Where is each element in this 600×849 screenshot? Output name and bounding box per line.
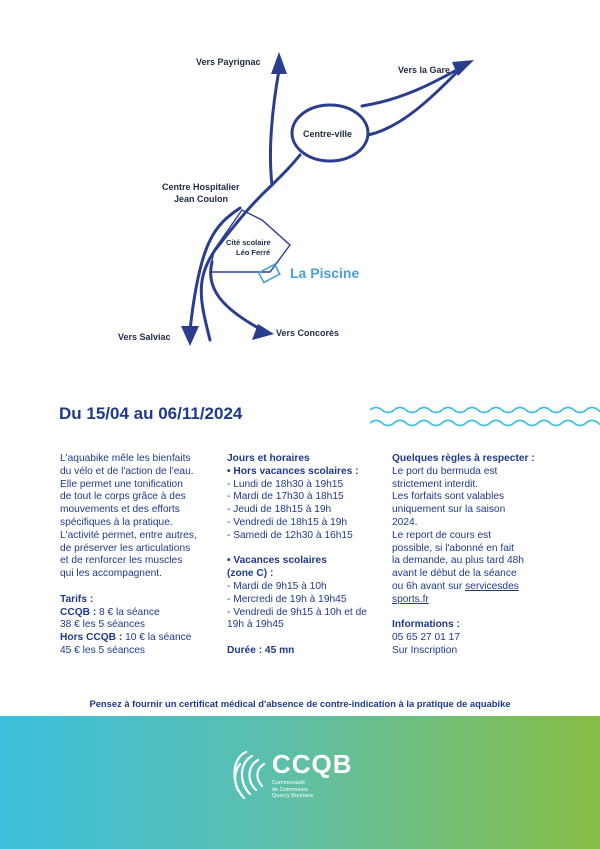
tarif-ccqb-pack: 38 € les 5 séances (60, 619, 145, 631)
intro-line: L'aquabike mêle les bienfaits (60, 453, 191, 464)
label-concores: Vers Concorès (276, 328, 340, 338)
label-salviac: Vers Salviac (118, 332, 171, 342)
label-gare: Vers la Gare (398, 65, 451, 75)
intro-line: de tout le corps grâce à des (60, 491, 186, 503)
intro-line: mouvements et des efforts (60, 504, 180, 516)
intro-line: Elle permet une tonification (60, 478, 183, 490)
tarif-hors-pack: 45 € les 5 séances (60, 644, 145, 656)
schedule-title: Jours et horaires (227, 453, 310, 464)
road-payrignac (270, 70, 279, 185)
vacances-zone: (zone C) : (227, 568, 274, 580)
schedule-line: - Mardi de 17h30 à 18h15 (227, 491, 344, 503)
schedule-line: - Vendredi de 18h15 à 19h (227, 516, 348, 528)
label-hospital-1: Centre Hospitalier (162, 182, 240, 192)
schedule-line: - Lundi de 18h30 à 19h15 (227, 478, 344, 490)
rule-line: possible, si l'abonné en fait (392, 542, 515, 554)
intro-line: et de renforcer les muscles (60, 555, 183, 567)
tarif-hors: Hors CCQB : 10 € la séance (60, 632, 192, 644)
schedule-line: 19h à 19h45 (227, 619, 284, 631)
rules-title: Quelques règles à respecter : (392, 453, 535, 464)
website-link-cont[interactable]: sports.fr (392, 593, 429, 605)
rule-line: Les forfaits sont valables (392, 491, 505, 503)
arrow-salviac (181, 326, 199, 346)
schedule-line: - Mercredi de 19h à 19h45 (227, 593, 347, 605)
schedule-line: - Mardi de 9h15 à 10h (227, 580, 327, 592)
piscine-marker (259, 264, 280, 282)
schedule-column (227, 453, 377, 658)
ccqb-logo-subtitle: Communauté de Communes Quercy Bouriane (272, 780, 314, 799)
rules-column (392, 453, 552, 658)
hors-vacances-title: • Hors vacances scolaires : (227, 465, 359, 477)
date-range-title: Du 15/04 au 06/11/2024 (59, 404, 243, 423)
label-centre-ville: Centre-ville (303, 129, 353, 139)
schedule-line: - Vendredi de 9h15 à 10h et de (227, 606, 367, 618)
intro-line: qui les accompagnent. (60, 568, 162, 580)
label-school-1: Cité scolaire (226, 238, 271, 247)
schedule-line: - Samedi de 12h30 à 16h15 (227, 529, 353, 541)
rule-line: ou 6h avant sur servicesdes (392, 580, 519, 592)
label-piscine: La Piscine (290, 265, 360, 281)
medical-certificate-notice: Pensez à fournir un certificat médical d'absence de contre-indication à la pratique de aquabike (89, 698, 511, 709)
rule-line: strictement interdit. (392, 478, 479, 490)
wave-decoration (370, 402, 600, 430)
intro-column (60, 453, 210, 658)
intro-line: du vélo et de l'action de l'eau. (60, 465, 194, 477)
rule-line: uniquement sur la saison (392, 504, 506, 516)
label-hospital-2: Jean Coulon (174, 194, 229, 204)
intro-line: L'activité permet, entre autres, (60, 529, 197, 541)
duration: Durée : 45 mn (227, 644, 295, 656)
website-link[interactable]: servicesdes (465, 580, 519, 592)
rule-line: la demande, au plus tard 48h (392, 555, 524, 567)
intro-line: de préserver les articulations (60, 542, 191, 554)
location-map (0, 0, 600, 380)
vacances-title: • Vacances scolaires (227, 555, 327, 567)
tarif-ccqb: CCQB : 8 € la séance (60, 606, 160, 618)
tarifs-title: Tarifs : (60, 593, 94, 605)
schedule-line: - Jeudi de 18h15 à 19h (227, 504, 332, 516)
intro-line: spécifiques à la pratique. (60, 516, 173, 528)
label-school-2: Léo Ferré (236, 248, 271, 257)
ccqb-logo-text: CCQB (272, 749, 353, 779)
rule-line: Le port du bermuda est (392, 465, 498, 477)
rule-line: avant le début de la séance (392, 568, 517, 580)
inscription-note: Sur Inscription (392, 644, 458, 656)
label-payrignac: Vers Payrignac (196, 57, 261, 67)
rule-line: Le report de cours est (392, 529, 492, 541)
arrow-payrignac (271, 52, 287, 74)
info-title: Informations : (392, 619, 460, 631)
phone-number: 05 65 27 01 17 (392, 632, 460, 644)
rule-line: 2024. (392, 516, 418, 528)
